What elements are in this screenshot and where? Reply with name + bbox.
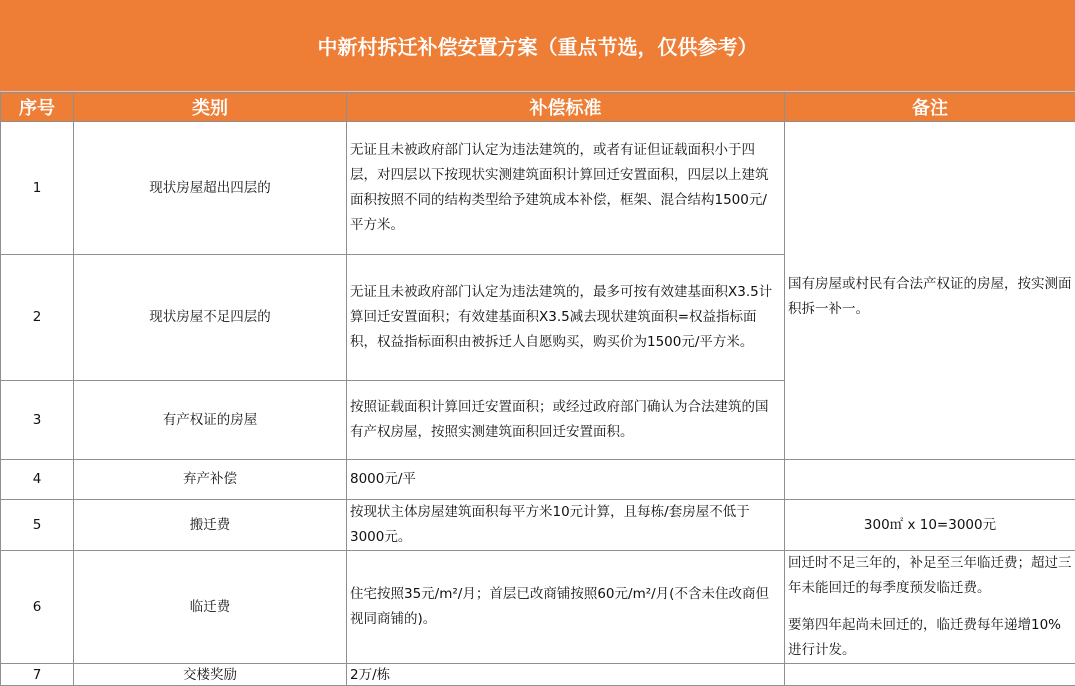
- header-row: [1, 93, 1075, 122]
- row-standard: 无证且未被政府部门认定为违法建筑的，或者有证但证载面积小于四层，对四层以下按现状实测建筑面积计算回迁安置面积，四层以上建筑面积按照不同的结构类型给予建筑成本补偿，框架、混合结构1500元/平方米。: [347, 122, 785, 255]
- row-category: 弃产补偿: [74, 460, 347, 500]
- row-no: 7: [1, 664, 74, 686]
- row-category: 临迁费: [74, 551, 347, 664]
- row-remark: 300㎡ x 10=3000元: [785, 500, 1075, 551]
- header-no: 序号: [1, 93, 74, 122]
- row-remark-merged: [785, 122, 1075, 460]
- row-remark: [785, 551, 1075, 664]
- row-no: 6: [1, 551, 74, 664]
- table-row: [1, 664, 1075, 686]
- header-category: 类别: [74, 93, 347, 122]
- table-row: [1, 551, 1075, 664]
- row-remark: [785, 460, 1075, 500]
- header-standard: 补偿标准: [347, 93, 785, 122]
- row-remark: [785, 664, 1075, 686]
- page-title: 中新村拆迁补偿安置方案（重点节选，仅供参考）: [0, 0, 1075, 92]
- row-no: 3: [1, 381, 74, 460]
- row-no: 4: [1, 460, 74, 500]
- row-no: 1: [1, 122, 74, 255]
- row-no: 2: [1, 255, 74, 381]
- row-standard: 2万/栋: [347, 664, 785, 686]
- row-category: 有产权证的房屋: [74, 381, 347, 460]
- row-category: 搬迁费: [74, 500, 347, 551]
- table-row: [1, 460, 1075, 500]
- remark-paragraph: 要第四年起尚未回迁的，临迁费每年递增10%进行计发。: [788, 613, 1072, 663]
- row-standard: 按现状主体房屋建筑面积每平方米10元计算，且每栋/套房屋不低于3000元。: [347, 500, 785, 551]
- table-row: [1, 500, 1075, 551]
- row-standard: 8000元/平: [347, 460, 785, 500]
- row-category: 交楼奖励: [74, 664, 347, 686]
- compensation-table: [0, 92, 1075, 686]
- header-remark: 备注: [785, 93, 1075, 122]
- table-row: [1, 122, 1075, 255]
- merged-remark-text: 国有房屋或村民有合法产权证的房屋，按实测面积拆一补一。: [788, 122, 1072, 322]
- row-no: 5: [1, 500, 74, 551]
- row-category: 现状房屋不足四层的: [74, 255, 347, 381]
- row-standard: 无证且未被政府部门认定为违法建筑的，最多可按有效建基面积X3.5计算回迁安置面积；有效建基面积X3.5减去现状建筑面积=权益指标面积，权益指标面积由被拆迁人自愿购买，购买价为1500元/平方米。: [347, 255, 785, 381]
- row-standard: 按照证载面积计算回迁安置面积；或经过政府部门确认为合法建筑的国有产权房屋，按照实测建筑面积回迁安置面积。: [347, 381, 785, 460]
- remark-paragraph: 回迁时不足三年的，补足至三年临迁费；超过三年未能回迁的每季度预发临迁费。: [788, 551, 1072, 601]
- row-standard: 住宅按照35元/m²/月；首层已改商铺按照60元/m²/月(不含未住改商但视同商铺的)。: [347, 551, 785, 664]
- row-category: 现状房屋超出四层的: [74, 122, 347, 255]
